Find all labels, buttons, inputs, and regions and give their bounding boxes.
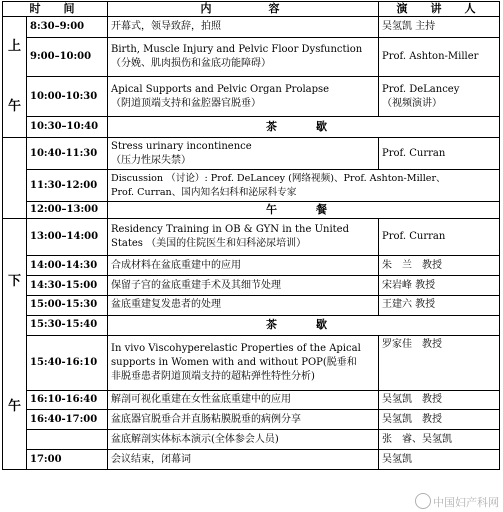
- content-line: 开幕式，领导致辞，拍照: [111, 20, 221, 32]
- session-spacer: [3, 138, 27, 219]
- content-line: Prof. Curran、国内知名妇科和泌尿科专家: [111, 186, 297, 198]
- session-morning-bottom: 午: [7, 99, 21, 114]
- speaker-line: 吴氢凯 教授: [382, 413, 442, 425]
- speaker-cell: [379, 296, 500, 316]
- time-cell: 14:30-15:00: [27, 276, 108, 296]
- speaker-cell: [379, 335, 500, 390]
- time-cell: 12:00–13:00: [27, 202, 108, 219]
- content-line: （压力性尿失禁）: [111, 154, 191, 166]
- time-cell: 17:00: [27, 450, 108, 470]
- speaker-line: Prof. Curran: [382, 147, 446, 159]
- session-afternoon: [3, 219, 27, 470]
- session-morning-top: 上: [7, 39, 21, 54]
- content-line: 盆底重建复发患者的处理: [111, 299, 221, 311]
- header-time: 时 间: [3, 2, 108, 17]
- watermark: [415, 493, 499, 510]
- table-row: [3, 37, 500, 77]
- table-row: [3, 116, 500, 137]
- time-cell: 16:10-16:40: [27, 390, 108, 410]
- content-line: 盆底解剖实体标本演示(全体参会人员): [111, 433, 279, 445]
- speaker-cell: [379, 138, 500, 170]
- content-cell: [108, 138, 379, 170]
- content-line: In vivo Viscohyperelastic Properties of the Apical: [111, 342, 361, 354]
- content-line: （分娩、肌肉损伤和盆底功能障碍）: [111, 58, 271, 70]
- session-afternoon-bottom: 午: [7, 398, 21, 414]
- content-cell: [108, 335, 379, 390]
- speaker-cell: [379, 390, 500, 410]
- content-cell: [108, 296, 379, 316]
- time-cell: 13:00–14:00: [27, 219, 108, 256]
- time-cell: 15:30-15:40: [27, 315, 108, 335]
- speaker-line: 宋岩峰 教授: [382, 279, 436, 291]
- watermark-text: 中国妇产科网: [433, 496, 499, 509]
- break-cell: 茶 歇: [108, 116, 500, 137]
- content-cell: [108, 37, 379, 77]
- speaker-line: 朱 兰 教授: [382, 259, 442, 271]
- header-row: [3, 2, 500, 17]
- time-cell: 15:40-16:10: [27, 335, 108, 390]
- time-cell: 10:30–10:40: [27, 116, 108, 137]
- speaker-cell: [379, 410, 500, 430]
- table-row: [3, 410, 500, 430]
- time-cell: 10:40-11:30: [27, 138, 108, 170]
- table-row: [3, 390, 500, 410]
- content-line: 保留子宫的盆底重建手术及其细节处理: [111, 279, 281, 291]
- content-line: Residency Training in OB & GYN in the United: [111, 224, 349, 236]
- content-line: Birth, Muscle Injury and Pelvic Floor Dysfunction: [111, 44, 363, 56]
- header-content: 内 容: [108, 2, 379, 17]
- watermark-logo-icon: [415, 493, 431, 509]
- content-cell: [108, 77, 379, 117]
- content-line: supports in Women with and without POP(脱垂和: [111, 356, 357, 368]
- content-line: Apical Supports and Pelvic Organ Prolapse: [111, 83, 330, 95]
- speaker-line: 吴氢凯 主持: [382, 20, 436, 32]
- table-row: [3, 256, 500, 276]
- table-row: [3, 450, 500, 470]
- time-cell: 10:00-10:30: [27, 77, 108, 117]
- speaker-line: 吴氢凯: [382, 453, 412, 465]
- speaker-cell: [379, 219, 500, 256]
- session-morning: [3, 17, 27, 138]
- time-cell: 16:40-17:00: [27, 410, 108, 430]
- speaker-line: 吴氢凯 教授: [382, 394, 442, 405]
- content-line: 盆底器官脱垂合并直肠粘膜脱垂的病例分享: [111, 413, 301, 425]
- table-row: [3, 430, 500, 450]
- speaker-line: Prof. DeLancey: [382, 83, 460, 95]
- content-cell: [108, 450, 379, 470]
- content-line: 会议结束，闭幕词: [111, 453, 191, 465]
- content-cell: [108, 170, 500, 202]
- content-cell: [108, 17, 379, 38]
- time-cell: 11:30-12:00: [27, 170, 108, 202]
- speaker-line: （视频演讲）: [382, 97, 442, 109]
- speaker-line: Prof. Ashton-Miller: [382, 51, 479, 63]
- content-cell: [108, 256, 379, 276]
- content-line: Discussion （讨论）: Prof. DeLancey (网络视频)、Prof. Ashton-Miller、: [111, 172, 446, 184]
- header-speaker: 演 讲 人: [379, 2, 500, 17]
- session-afternoon-top: 下: [7, 273, 21, 289]
- speaker-line: Prof. Curran: [382, 231, 446, 243]
- content-line: Stress urinary incontinence: [111, 140, 252, 152]
- table-row: [3, 77, 500, 117]
- speaker-cell: [379, 17, 500, 38]
- content-cell: [108, 276, 379, 296]
- content-line: 合成材料在盆底重建中的应用: [111, 259, 241, 271]
- break-cell: 茶 歇: [108, 315, 500, 335]
- speaker-line: 张 睿、吴氢凯: [382, 433, 452, 445]
- speaker-cell: [379, 430, 500, 450]
- time-cell: [27, 430, 108, 450]
- time-cell: 9:00–10:00: [27, 37, 108, 77]
- speaker-cell: [379, 77, 500, 117]
- speaker-cell: [379, 276, 500, 296]
- content-line: 非脱垂患者阴道顶端支持的超粘弹性特性分析): [111, 370, 315, 382]
- table-row: [3, 138, 500, 170]
- speaker-cell: [379, 450, 500, 470]
- time-cell: 14:00-14:30: [27, 256, 108, 276]
- break-cell: 午 餐: [108, 202, 500, 219]
- time-cell: 8:30–9:00: [27, 17, 108, 38]
- speaker-line: 王建六 教授: [382, 299, 436, 311]
- content-cell: [108, 390, 379, 410]
- table-row: [3, 315, 500, 335]
- content-line: States （美国的住院医生和妇科泌尿培训）: [111, 238, 307, 250]
- speaker-cell: [379, 256, 500, 276]
- content-line: 解剖可视化重建在女性盆底重建中的应用: [111, 394, 291, 405]
- table-row: [3, 296, 500, 316]
- table-row: [3, 335, 500, 390]
- table-row: [3, 202, 500, 219]
- schedule-table: [2, 1, 500, 470]
- speaker-line: 罗家佳 教授: [382, 338, 442, 350]
- content-cell: [108, 410, 379, 430]
- table-row: [3, 219, 500, 256]
- content-cell: [108, 430, 379, 450]
- table-row: [3, 276, 500, 296]
- table-row: [3, 17, 500, 38]
- content-line: （阴道顶端支持和盆腔器官脱垂）: [111, 97, 261, 109]
- content-cell: [108, 219, 379, 256]
- speaker-cell: [379, 37, 500, 77]
- time-cell: 15:00-15:30: [27, 296, 108, 316]
- table-row: [3, 170, 500, 202]
